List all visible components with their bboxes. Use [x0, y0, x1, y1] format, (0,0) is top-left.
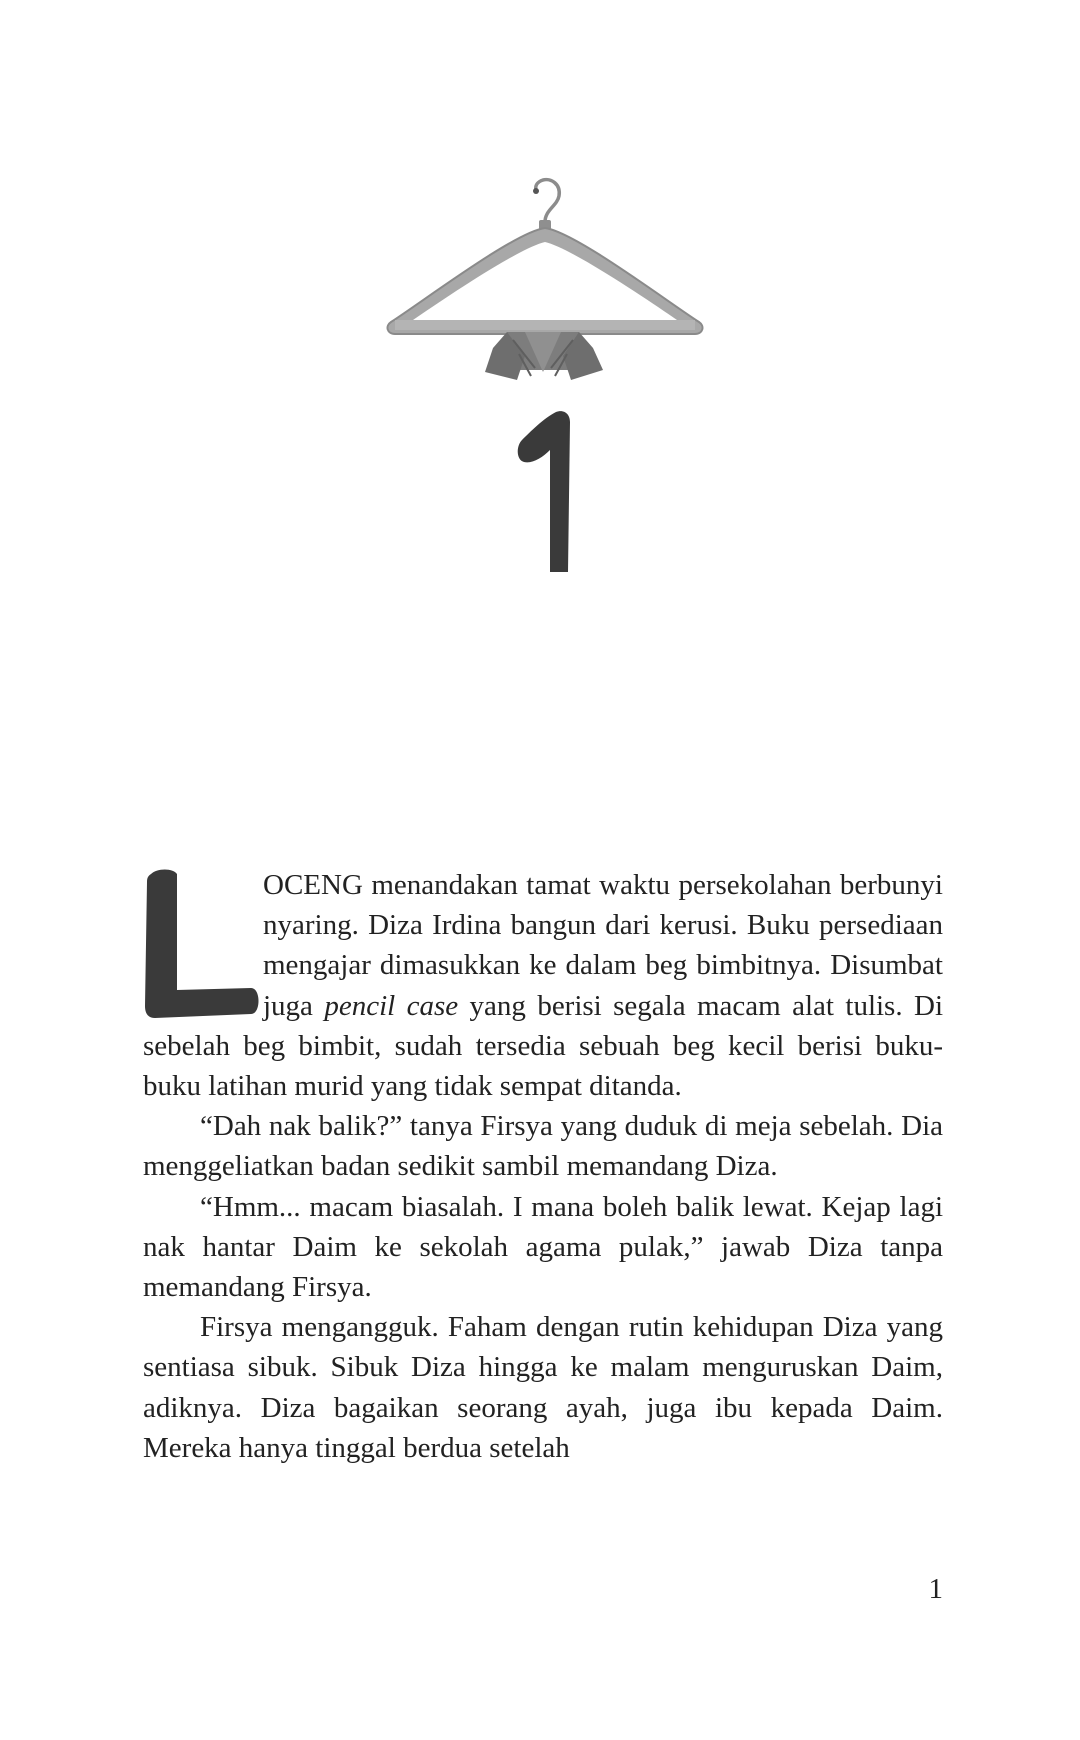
paragraph-4: Firsya mengangguk. Faham dengan rutin kehidupan Diza yang sentiasa sibuk. Sibuk Diza hingga ke malam menguruskan Daim, adiknya. Diza bagaikan seorang ayah, juga ibu kepada Daim. Mereka hanya tinggal berdua setelah [143, 1311, 943, 1464]
chapter-body-text [143, 865, 943, 1468]
svg-text:1: 1 [510, 410, 511, 411]
paragraph-1-italic: pencil case [324, 989, 459, 1022]
page-number: 1 [928, 1573, 943, 1605]
paragraph-2: “Dah nak balik?” tanya Firsya yang duduk di meja sebelah. Dia menggeliatkan badan sedikit sambil memandang Diza. [143, 1110, 943, 1183]
svg-text:L: L [143, 868, 144, 869]
paragraph-1-text-a: OCENG menandakan tamat waktu persekolahan berbunyi nyaring. Diza Irdina bangun dari kerusi. Buku persediaan mengajar dimasukkan ke dalam beg bimbitnya. Disumbat juga [263, 869, 943, 1022]
paragraph-3: “Hmm... macam biasalah. I mana boleh balik lewat. Kejap lagi nak hantar Daim ke sekolah agama pulak,” jawab Diza tanpa memandang Firsya. [143, 1190, 943, 1304]
coat-hanger-icon [385, 172, 705, 392]
paragraph-1 [143, 865, 943, 1106]
paragraph-1-text-b: yang berisi segala macam alat tulis. Di sebelah beg bimbit, sudah tersedia sebuah beg kecil berisi buku-buku latihan murid yang tidak sempat ditanda. [143, 989, 943, 1103]
drop-cap-spacer [143, 865, 263, 1019]
chapter-number [510, 410, 590, 575]
shirt-icon [485, 332, 603, 380]
